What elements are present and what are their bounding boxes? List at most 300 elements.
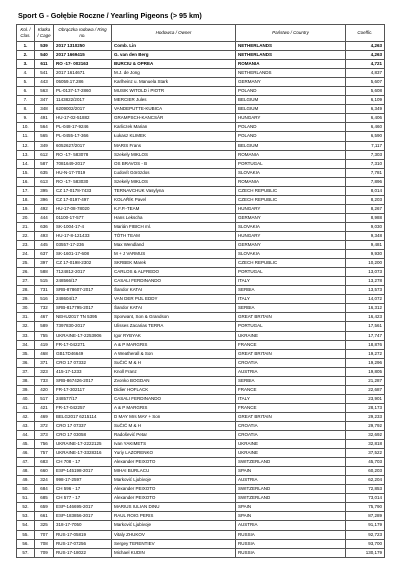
country-cell: NETHERLANDS (236, 69, 346, 78)
ring-cell: HU-17-08-78020 (54, 204, 112, 213)
owner-cell: VAN DER PIJL EDDY (112, 295, 236, 304)
owner-cell: Comb. Lin (112, 42, 236, 51)
coefficient-cell: 9,030 (346, 222, 385, 231)
coefficient-cell: 13,073 (346, 268, 385, 277)
cage-cell: 469 (35, 412, 54, 421)
header-ring: Obrączka rodowa / Ring no. (54, 25, 112, 42)
cage-cell: 563 (35, 87, 54, 96)
cage-cell: 565 (35, 132, 54, 141)
owner-cell: TERNAVCHUK Vasylyna (112, 186, 236, 195)
country-cell: SPAIN (236, 467, 346, 476)
owner-cell: A & P MARGRIS (112, 340, 236, 349)
table-row (17, 250, 385, 259)
cage-cell: 732 (35, 304, 54, 313)
table-row (17, 485, 385, 494)
coefficient-cell: 9,481 (346, 241, 385, 250)
table-row (17, 241, 385, 250)
position-cell: 29. (17, 295, 35, 304)
country-cell: PORTUGAL (236, 268, 346, 277)
owner-cell: BURCIU & OPREA (112, 60, 236, 69)
table-row (17, 512, 385, 521)
country-cell: UKRAINE (236, 440, 346, 449)
position-cell: 42. (17, 412, 35, 421)
header-cage: Klatka / Cage (35, 25, 54, 42)
ring-cell: RUS-17-05819 (54, 530, 112, 539)
table-row (17, 331, 385, 340)
table-row (17, 42, 385, 51)
table-row (17, 412, 385, 421)
position-cell: 30. (17, 304, 35, 313)
country-cell: ITALY (236, 295, 346, 304)
cage-cell: 660 (35, 467, 54, 476)
table-row (17, 403, 385, 412)
position-cell: 4. (17, 69, 35, 78)
country-cell: BELGIUM (236, 141, 346, 150)
coefficient-cell: 8,203 (346, 195, 385, 204)
country-cell: HUNGARY (236, 114, 346, 123)
owner-cell: OS BRAVOS - B (112, 159, 236, 168)
coefficient-cell: 7,310 (346, 159, 385, 168)
position-cell: 2. (17, 51, 35, 60)
coefficient-cell: 6,406 (346, 114, 385, 123)
cage-cell: 395 (35, 186, 54, 195)
cage-cell: 589 (35, 322, 54, 331)
cage-cell: 685 (35, 494, 54, 503)
table-row (17, 539, 385, 548)
header-position: Kol. / Clas. (17, 25, 35, 42)
cage-cell: 516 (35, 295, 54, 304)
country-cell: SWITZERLAND (236, 494, 346, 503)
owner-cell: Ulisses Zacarias TERRA (112, 322, 236, 331)
position-cell: 20. (17, 213, 35, 222)
position-cell: 39. (17, 385, 35, 394)
country-cell: BELGIUM (236, 96, 346, 105)
position-cell: 32. (17, 322, 35, 331)
owner-cell: Sporwant, Son & Grandson (112, 313, 236, 322)
ring-cell: GB17D46649 (54, 349, 112, 358)
position-cell: 41. (17, 403, 35, 412)
table-row (17, 222, 385, 231)
table-row (17, 159, 385, 168)
cage-cell: 517 (35, 394, 54, 403)
coefficient-cell: 16,312 (346, 304, 385, 313)
table-row (17, 503, 385, 512)
position-cell: 13. (17, 150, 35, 159)
coefficient-cell: 7,303 (346, 150, 385, 159)
position-cell: 35. (17, 349, 35, 358)
table-row (17, 51, 385, 60)
ring-cell: CRO 17 07332 (54, 358, 112, 367)
country-cell: GREAT BRITAIN (236, 349, 346, 358)
cage-cell: 541 (35, 69, 54, 78)
position-cell: 57. (17, 548, 35, 557)
results-table (16, 24, 385, 558)
table-row (17, 105, 385, 114)
owner-cell: Karliczek Marian (112, 123, 236, 132)
ring-cell: CH 708 - 17 (54, 458, 112, 467)
ring-cell: UKRAINE-17-2222125 (54, 440, 112, 449)
cage-cell: 588 (35, 268, 54, 277)
position-cell: 7. (17, 96, 35, 105)
position-cell: 1. (17, 42, 35, 51)
cage-cell: 708 (35, 539, 54, 548)
ring-cell: NEHU2017 TN 5395 (54, 313, 112, 322)
header-row (17, 25, 385, 42)
table-row (17, 458, 385, 467)
country-cell: FRANCE (236, 340, 346, 349)
position-cell: 22. (17, 231, 35, 240)
cage-cell: 684 (35, 485, 54, 494)
owner-cell: Ivan YAKIMETS (112, 440, 236, 449)
position-cell: 45. (17, 440, 35, 449)
coefficient-cell: 29,233 (346, 412, 385, 421)
coefficient-cell: 6,460 (346, 123, 385, 132)
country-cell: POLAND (236, 87, 346, 96)
coefficient-cell: 17,747 (346, 331, 385, 340)
cage-cell: 731 (35, 286, 54, 295)
cage-cell: 756 (35, 440, 54, 449)
owner-cell: M + J VARMUS (112, 250, 236, 259)
coefficient-cell: 21,287 (346, 376, 385, 385)
country-cell: FRANCE (236, 403, 346, 412)
ring-cell: RO -17- 583078 (54, 150, 112, 159)
owner-cell: Sergey TERENTIEV (112, 539, 236, 548)
owner-cell: Max Wendland (112, 241, 236, 250)
ring-cell: HU-17-8-121433 (54, 231, 112, 240)
owner-cell: Didier HOFLACK (112, 385, 236, 394)
coefficient-cell: 32,818 (346, 440, 385, 449)
coefficient-cell: 4,837 (346, 69, 385, 78)
owner-cell: SKRBEK Marek (112, 259, 236, 268)
ring-cell: 6209002/2017 (54, 105, 112, 114)
owner-cell: CASALI FERDINANDO (112, 394, 236, 403)
table-row (17, 548, 385, 557)
owner-cell: Zvonko BOGDAN (112, 376, 236, 385)
table-row (17, 322, 385, 331)
country-cell: ITALY (236, 277, 346, 286)
ring-cell: 248566/17 (54, 277, 112, 286)
cage-cell: 755 (35, 331, 54, 340)
owner-cell: MUSIK WITOLD i PIOTR (112, 87, 236, 96)
coefficient-cell: 4,721 (346, 60, 385, 69)
owner-cell: K.F.P.-TEAM (112, 204, 236, 213)
coefficient-cell: 9,348 (346, 231, 385, 240)
table-row (17, 132, 385, 141)
position-cell: 18. (17, 195, 35, 204)
country-cell: SPAIN (236, 512, 346, 521)
country-cell: FRANCE (236, 385, 346, 394)
coefficient-cell: 7,781 (346, 168, 385, 177)
cage-cell: 421 (35, 403, 54, 412)
position-cell: 43. (17, 421, 35, 430)
ring-cell: PL-048-17-9246 (54, 123, 112, 132)
cage-cell: 325 (35, 521, 54, 530)
ring-cell: FR-17-042271 (54, 340, 112, 349)
table-row (17, 96, 385, 105)
owner-cell: Radošević Petar (112, 431, 236, 440)
table-row (17, 268, 385, 277)
country-cell: AUSTRIA (236, 476, 346, 485)
cage-cell: 420 (35, 385, 54, 394)
country-cell: POLAND (236, 123, 346, 132)
coefficient-cell: 7,896 (346, 177, 385, 186)
table-row (17, 304, 385, 313)
owner-cell: Alexander PEIXOTO (112, 494, 236, 503)
cage-cell: 419 (35, 340, 54, 349)
owner-cell: Ľudovít Görözdos (112, 168, 236, 177)
owner-cell: Alexander PEIXOTO (112, 458, 236, 467)
coefficient-cell: 92,723 (346, 530, 385, 539)
ring-cell: SRB-867426-2017 (54, 376, 112, 385)
ring-cell: ESP-145198-2017 (54, 467, 112, 476)
ring-cell: 1143822/2017 (54, 96, 112, 105)
country-cell: POLAND (236, 132, 346, 141)
owner-cell: Šandor KATAI (112, 286, 236, 295)
coefficient-cell: 130,179 (346, 548, 385, 557)
position-cell: 26. (17, 268, 35, 277)
cage-cell: 539 (35, 42, 54, 51)
country-cell: CZECH REPUBLIC (236, 259, 346, 268)
ring-cell: RUS-17-18022 (54, 548, 112, 557)
table-row (17, 87, 385, 96)
owner-cell: GRAMPSCH-KANCSÁR (112, 114, 236, 123)
cage-cell: 493 (35, 231, 54, 240)
table-row (17, 186, 385, 195)
country-cell: UKRAINE (236, 331, 346, 340)
coefficient-cell: 37,522 (346, 449, 385, 458)
table-row (17, 440, 385, 449)
country-cell: ROMANIA (236, 60, 346, 69)
country-cell: CROATIA (236, 431, 346, 440)
coefficient-cell: 45,703 (346, 458, 385, 467)
table-row (17, 277, 385, 286)
owner-cell: Łukasz KLIMEK (112, 132, 236, 141)
coefficient-cell: 19,296 (346, 358, 385, 367)
table-row (17, 376, 385, 385)
position-cell: 25. (17, 259, 35, 268)
ring-cell: RO -17- 002163 (54, 60, 112, 69)
country-cell: BELGIUM (236, 105, 346, 114)
ring-cell: 998-17-2597 (54, 476, 112, 485)
country-cell: SPAIN (236, 503, 346, 512)
cage-cell: 397 (35, 259, 54, 268)
coefficient-cell: 14,072 (346, 295, 385, 304)
position-cell: 54. (17, 521, 35, 530)
ring-cell: 01100-17-577 (54, 213, 112, 222)
coefficient-cell: 4,263 (346, 51, 385, 60)
ring-cell: 318-17-7050 (54, 521, 112, 530)
results-body (17, 42, 385, 558)
country-cell: ROMANIA (236, 177, 346, 186)
country-cell: HUNGARY (236, 204, 346, 213)
position-cell: 24. (17, 250, 35, 259)
ring-cell: 415-17-1233 (54, 367, 112, 376)
coefficient-cell: 87,289 (346, 512, 385, 521)
position-cell: 10. (17, 123, 35, 132)
country-cell: SERBIA (236, 304, 346, 313)
ring-cell: 6052627/2017 (54, 141, 112, 150)
position-cell: 16. (17, 177, 35, 186)
country-cell: SERBIA (236, 286, 346, 295)
table-row (17, 521, 385, 530)
position-cell: 47. (17, 458, 35, 467)
cage-cell: 637 (35, 250, 54, 259)
ring-cell: 7397830-2017 (54, 322, 112, 331)
ring-cell: CRO 17 03058 (54, 431, 112, 440)
table-row (17, 168, 385, 177)
position-cell: 28. (17, 286, 35, 295)
cage-cell: 709 (35, 548, 54, 557)
position-cell: 9. (17, 114, 35, 123)
position-cell: 52. (17, 503, 35, 512)
cage-cell: 371 (35, 358, 54, 367)
ring-cell: PL-0455-17-366 (54, 132, 112, 141)
cage-cell: 611 (35, 60, 54, 69)
country-cell: SWITZERLAND (236, 458, 346, 467)
ring-cell: 2017 1669415 (54, 51, 112, 60)
header-coefficient: Coeffic. (346, 25, 385, 42)
owner-cell: MERCIER Jules (112, 96, 236, 105)
country-cell: AUSTRIA (236, 521, 346, 530)
ring-cell: BELG2017 6215114 (54, 412, 112, 421)
cage-cell: 396 (35, 195, 54, 204)
owner-cell: KOLAŘÍK Pavel (112, 195, 236, 204)
table-row (17, 431, 385, 440)
cage-cell: 323 (35, 367, 54, 376)
position-cell: 49. (17, 476, 35, 485)
table-row (17, 449, 385, 458)
coefficient-cell: 19,805 (346, 367, 385, 376)
position-cell: 27. (17, 277, 35, 286)
position-cell: 37. (17, 367, 35, 376)
position-cell: 5. (17, 78, 35, 87)
table-row (17, 150, 385, 159)
coefficient-cell: 7,117 (346, 141, 385, 150)
table-row (17, 123, 385, 132)
ring-cell: PL-0137-17-2860 (54, 87, 112, 96)
position-cell: 48. (17, 467, 35, 476)
coefficient-cell: 8,267 (346, 204, 385, 213)
country-cell: GERMANY (236, 213, 346, 222)
position-cell: 51. (17, 494, 35, 503)
coefficient-cell: 4,263 (346, 42, 385, 51)
owner-cell: Szekely MIKLOS (112, 177, 236, 186)
page-title: Sport G - Gołębie Roczne / Yearling Pigeons (> 95 km) (18, 11, 202, 20)
ring-cell: UKRAINE-17-3328316 (54, 449, 112, 458)
coefficient-cell: 17,561 (346, 322, 385, 331)
coefficient-cell: 62,204 (346, 476, 385, 485)
country-cell: NETHERLANDS (236, 42, 346, 51)
country-cell: SLOVAKIA (236, 250, 346, 259)
ring-cell: 7081649-2017 (54, 159, 112, 168)
position-cell: 23. (17, 241, 35, 250)
ring-cell: FR-17-042257 (54, 403, 112, 412)
cage-cell: 564 (35, 123, 54, 132)
country-cell: SLOVAKIA (236, 222, 346, 231)
ring-cell: 05059.17.286 (54, 78, 112, 87)
cage-cell: 444 (35, 213, 54, 222)
cage-cell: 612 (35, 150, 54, 159)
cage-cell: 492 (35, 204, 54, 213)
table-row (17, 286, 385, 295)
table-row (17, 421, 385, 430)
coefficient-cell: 8,014 (346, 186, 385, 195)
position-cell: 31. (17, 313, 35, 322)
ring-cell: HU-17-02-51882 (54, 114, 112, 123)
table-row (17, 295, 385, 304)
coefficient-cell: 18,876 (346, 340, 385, 349)
country-cell: CROATIA (236, 358, 346, 367)
table-row (17, 349, 385, 358)
coefficient-cell: 10,200 (346, 259, 385, 268)
position-cell: 46. (17, 449, 35, 458)
position-cell: 8. (17, 105, 35, 114)
owner-cell: Marković Ljubivoje (112, 476, 236, 485)
position-cell: 36. (17, 358, 35, 367)
owner-cell: MIHAI BURLACU (112, 467, 236, 476)
country-cell: SERBIA (236, 376, 346, 385)
owner-cell: MARIUS IULIAN DINU (112, 503, 236, 512)
coefficient-cell: 5,608 (346, 87, 385, 96)
ring-cell: CRO 17 07337 (54, 421, 112, 430)
country-cell: GERMANY (236, 78, 346, 87)
position-cell: 56. (17, 539, 35, 548)
position-cell: 6. (17, 87, 35, 96)
ring-cell: HU-N-17-7019 (54, 168, 112, 177)
ring-cell: 248577/17 (54, 394, 112, 403)
owner-cell: Karlheinz u. Manuela Stark (112, 78, 236, 87)
cage-cell: 707 (35, 530, 54, 539)
country-cell: GREAT BRITAIN (236, 313, 346, 322)
position-cell: 33. (17, 331, 35, 340)
coefficient-cell: 6,590 (346, 132, 385, 141)
country-cell: AUSTRIA (236, 367, 346, 376)
table-row (17, 530, 385, 539)
header-country: Państwo / Country (236, 25, 346, 42)
cage-cell: 683 (35, 458, 54, 467)
cage-cell: 636 (35, 222, 54, 231)
owner-cell: D MAY Mrs MAY + Son (112, 412, 236, 421)
coefficient-cell: 60,203 (346, 467, 385, 476)
table-row (17, 385, 385, 394)
table-row (17, 195, 385, 204)
owner-cell: Marković Ljubivoje (112, 521, 236, 530)
owner-cell: VANDEPUTTE-KUBICA (112, 105, 236, 114)
cage-cell: 491 (35, 114, 54, 123)
ring-cell: 03557-17-236 (54, 241, 112, 250)
owner-cell: SuČIĆ M & H (112, 421, 236, 430)
coefficient-cell: 8,988 (346, 213, 385, 222)
table-row (17, 231, 385, 240)
table-row (17, 204, 385, 213)
cage-cell: 661 (35, 512, 54, 521)
cage-cell: 587 (35, 159, 54, 168)
owner-cell: Alexander PEIXOTO (112, 485, 236, 494)
table-row (17, 114, 385, 123)
owner-cell: M.J. de Jong (112, 69, 236, 78)
coefficient-cell: 5,607 (346, 78, 385, 87)
ring-cell: 7124812-2017 (54, 268, 112, 277)
country-cell: HUNGARY (236, 231, 346, 240)
cage-cell: 635 (35, 168, 54, 177)
coefficient-cell: 23,901 (346, 394, 385, 403)
owner-cell: Szekely MIKLOS (112, 150, 236, 159)
owner-cell: CARLOS & ALFREDO (112, 268, 236, 277)
coefficient-cell: 73,014 (346, 494, 385, 503)
cage-cell: 613 (35, 177, 54, 186)
position-cell: 17. (17, 186, 35, 195)
position-cell: 34. (17, 340, 35, 349)
